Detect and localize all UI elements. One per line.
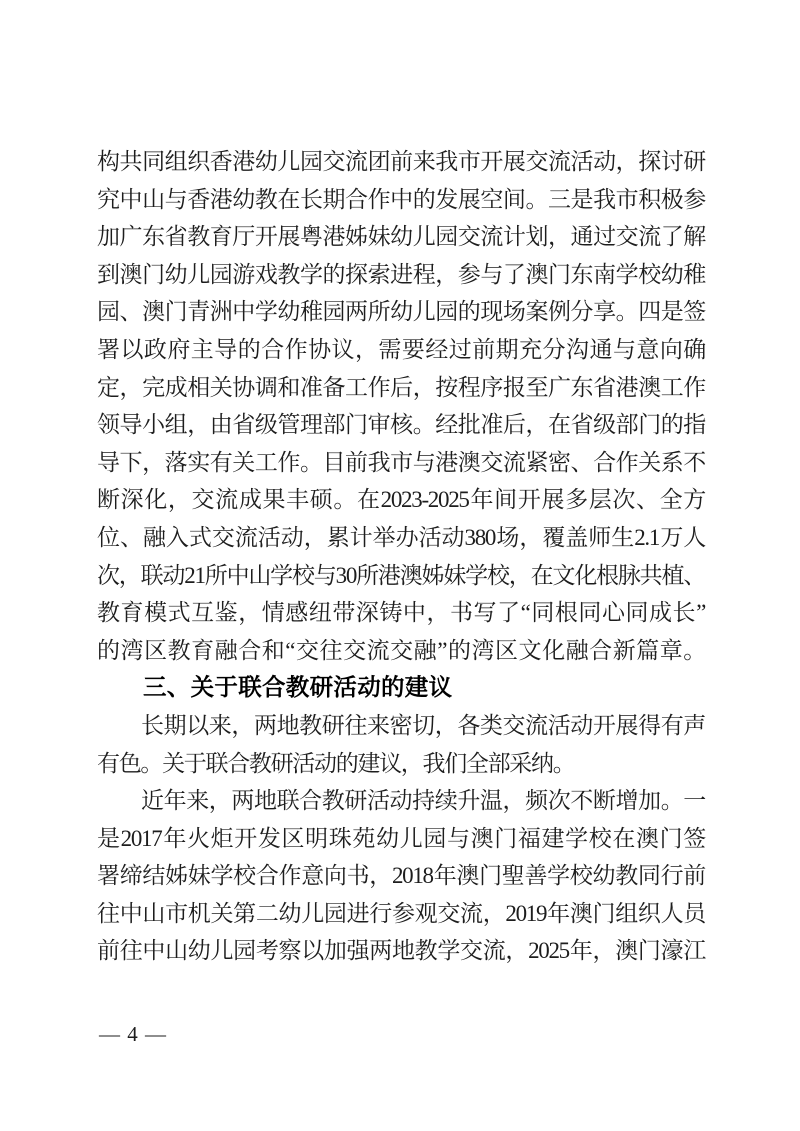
- text-line: 到澳门幼儿园游戏教学的探索进程，参与了澳门东南学校幼稚: [97, 261, 705, 287]
- section-heading: 三、关于联合教研活动的建议: [143, 674, 453, 701]
- text-line: 有色。关于联合教研活动的建议，我们全部采纳。: [97, 750, 575, 776]
- text-line: 定，完成相关协调和准备工作后，按程序报至广东省港澳工作: [97, 374, 705, 400]
- document-body: [97, 143, 705, 970]
- text-line: 领导小组，由省级管理部门审核。经批准后，在省级部门的指: [97, 412, 705, 438]
- text-line: 往中山市机关第二幼儿园进行参观交流，2019年澳门组织人员: [97, 900, 705, 926]
- text-line: 署以政府主导的合作协议，需要经过前期充分沟通与意向确: [97, 336, 705, 362]
- text-line: 前往中山幼儿园考察以加强两地教学交流，2025年，澳门濠江: [97, 938, 705, 964]
- text-line: 断深化，交流成果丰硕。在2023-2025年间开展多层次、全方: [97, 487, 705, 513]
- text-line: 署缔结姊妹学校合作意向书，2018年澳门聖善学校幼教同行前: [97, 863, 705, 889]
- text-line: 次，联动21所中山学校与30所港澳姊妹学校，在文化根脉共植、: [97, 562, 705, 588]
- text-line: 是2017年火炬开发区明珠苑幼儿园与澳门福建学校在澳门签: [97, 825, 705, 851]
- text-line: 导下，落实有关工作。目前我市与港澳交流紧密、合作关系不: [97, 449, 705, 475]
- text-line: 位、融入式交流活动，累计举办活动380场，覆盖师生2.1万人: [97, 524, 705, 550]
- page-number: — 4 —: [99, 1022, 167, 1046]
- text-line: 加广东省教育厅开展粤港姊妹幼儿园交流计划，通过交流了解: [97, 224, 705, 250]
- text-line: 教育模式互鉴，情感纽带深铸中，书写了“同根同心同成长”: [97, 600, 705, 626]
- text-line: 构共同组织香港幼儿园交流团前来我市开展交流活动，探讨研: [97, 149, 705, 174]
- text-line: 的湾区教育融合和“交往交流交融”的湾区文化融合新篇章。: [97, 637, 705, 663]
- text-line: 长期以来，两地教研往来密切，各类交流活动开展得有声: [141, 712, 705, 738]
- text-line: 园、澳门青洲中学幼稚园两所幼儿园的现场案例分享。四是签: [97, 299, 705, 325]
- text-line: 近年来，两地联合教研活动持续升温，频次不断增加。一: [141, 788, 705, 814]
- text-line: 究中山与香港幼教在长期合作中的发展空间。三是我市积极参: [97, 186, 705, 212]
